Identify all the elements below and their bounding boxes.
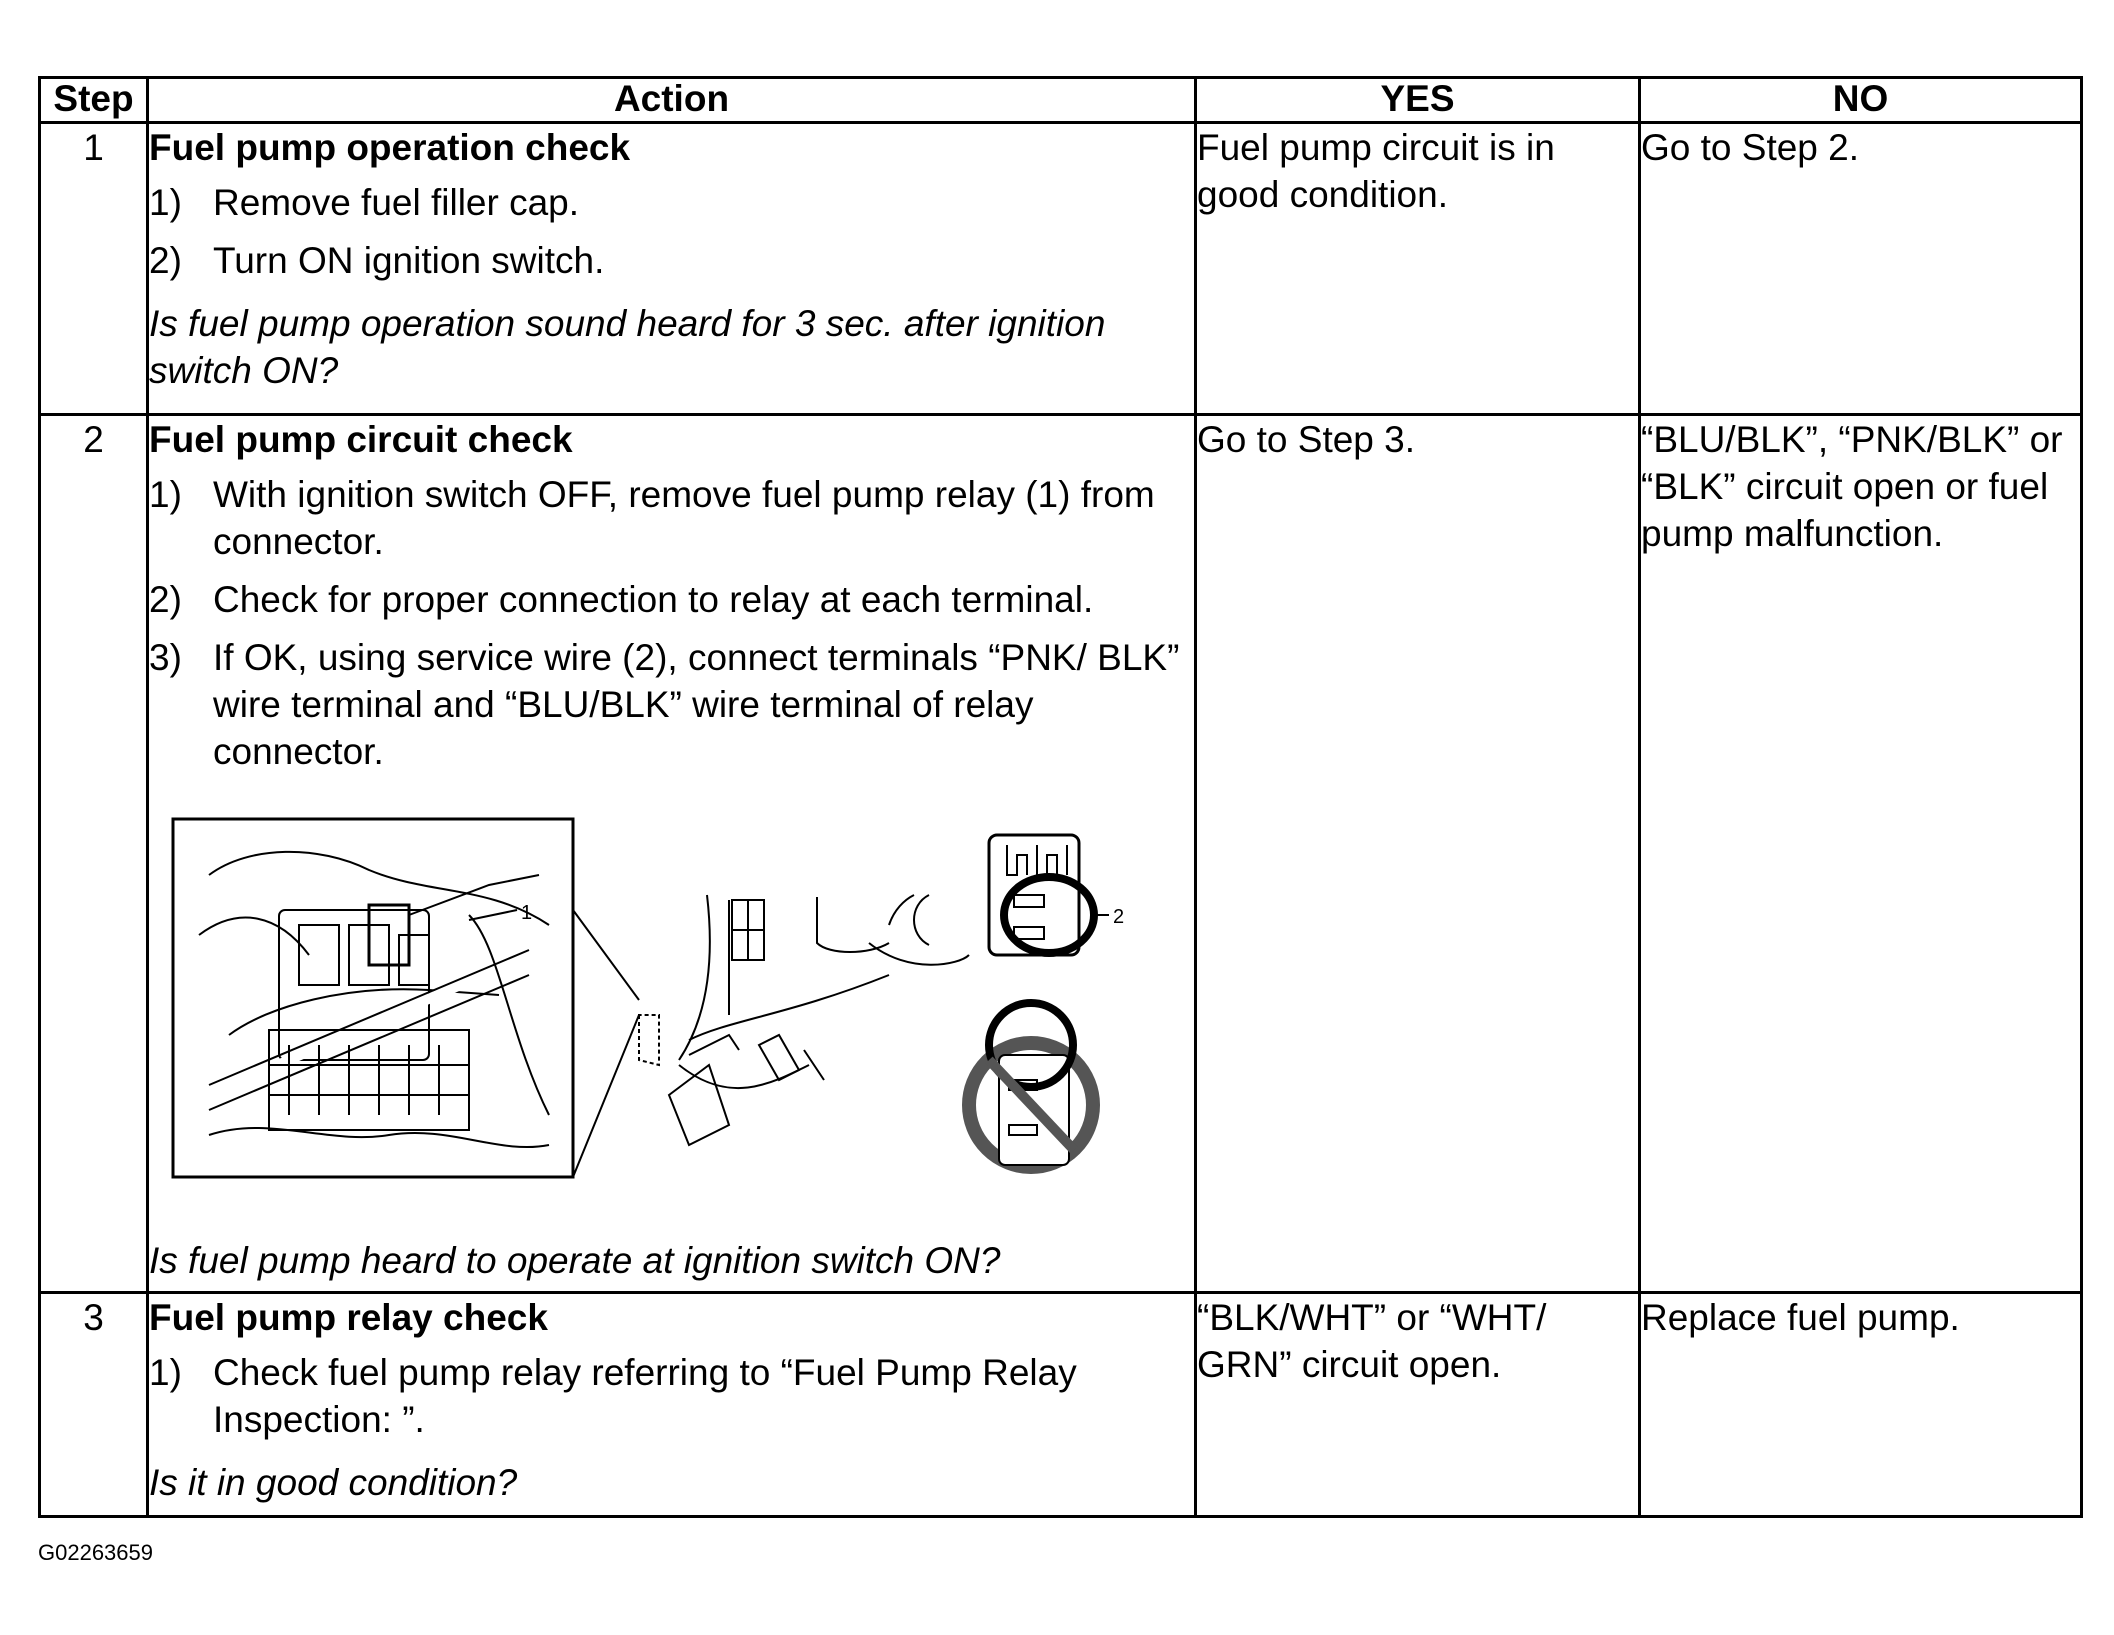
header-action: Action [148, 78, 1196, 123]
header-step: Step [40, 78, 148, 123]
no-cell: Go to Step 2. [1640, 123, 2082, 415]
list-item-text: With ignition switch OFF, remove fuel pump relay (1) from connector. [213, 474, 1155, 562]
action-cell [148, 123, 1196, 415]
header-no: NO [1640, 78, 2082, 123]
inset-frame [173, 819, 573, 1177]
action-cell [148, 415, 1196, 1293]
list-item [149, 634, 1194, 775]
list-item-number: 1) [149, 1352, 182, 1393]
list-item [149, 237, 1194, 284]
step-number: 1 [40, 123, 148, 415]
relay-illustration [169, 815, 1179, 1185]
list-item [149, 576, 1194, 623]
list-item-text: Check for proper connection to relay at each terminal. [213, 579, 1094, 620]
table-row-step-1 [40, 123, 2082, 415]
list-item-number: 2) [149, 579, 182, 620]
list-item-number: 1) [149, 474, 182, 515]
yes-cell: “BLK/WHT” or “WHT/ GRN” circuit open. [1196, 1293, 1640, 1517]
list-item-text: Turn ON ignition switch. [213, 240, 605, 281]
header-yes: YES [1196, 78, 1640, 123]
list-item-number: 2) [149, 240, 182, 281]
yes-cell: Fuel pump circuit is in good condition. [1196, 123, 1640, 415]
relay-connector-top [989, 835, 1109, 955]
action-question: Is fuel pump operation sound heard for 3 sec. after ignition switch ON? [149, 303, 1106, 391]
no-cell: “BLU/BLK”, “PNK/BLK” or “BLK” circuit open or fuel pump malfunction. [1640, 415, 2082, 1293]
list-item [149, 1349, 1194, 1443]
header-row [40, 78, 2082, 123]
figure-id: G02263659 [38, 1540, 153, 1565]
step-number: 2 [40, 415, 148, 1293]
list-item-text: Remove fuel filler cap. [213, 182, 580, 223]
action-steps [149, 179, 1194, 284]
step-number: 3 [40, 1293, 148, 1517]
list-item-text: If OK, using service wire (2), connect terminals “PNK/ BLK” wire terminal and “BLU/BLK” wire terminal of relay connector. [213, 637, 1180, 772]
callout-service-wire: 2 [1113, 906, 1125, 928]
list-item-text: Check fuel pump relay referring to “Fuel Pump Relay Inspection: ”. [213, 1352, 1077, 1440]
action-steps [149, 471, 1194, 775]
table-row-step-3 [40, 1293, 2082, 1517]
action-question: Is fuel pump heard to operate at ignition switch ON? [149, 1240, 1001, 1281]
callout-relay: 1 [521, 902, 533, 924]
action-steps [149, 1349, 1194, 1443]
action-cell [148, 1293, 1196, 1517]
action-question: Is it in good condition? [149, 1462, 518, 1503]
action-title: Fuel pump circuit check [149, 419, 573, 460]
prohibited-connection [969, 1003, 1093, 1167]
action-title: Fuel pump operation check [149, 127, 631, 168]
action-title: Fuel pump relay check [149, 1297, 548, 1338]
list-item-number: 1) [149, 182, 182, 223]
vehicle-interior-sketch [639, 895, 969, 1145]
list-item-number: 3) [149, 637, 182, 678]
list-item [149, 179, 1194, 226]
diagnostic-table [38, 76, 2083, 1518]
relay-figure [169, 815, 1194, 1185]
list-item [149, 471, 1194, 565]
no-cell: Replace fuel pump. [1640, 1293, 2082, 1517]
table-row-step-2 [40, 415, 2082, 1293]
yes-cell: Go to Step 3. [1196, 415, 1640, 1293]
